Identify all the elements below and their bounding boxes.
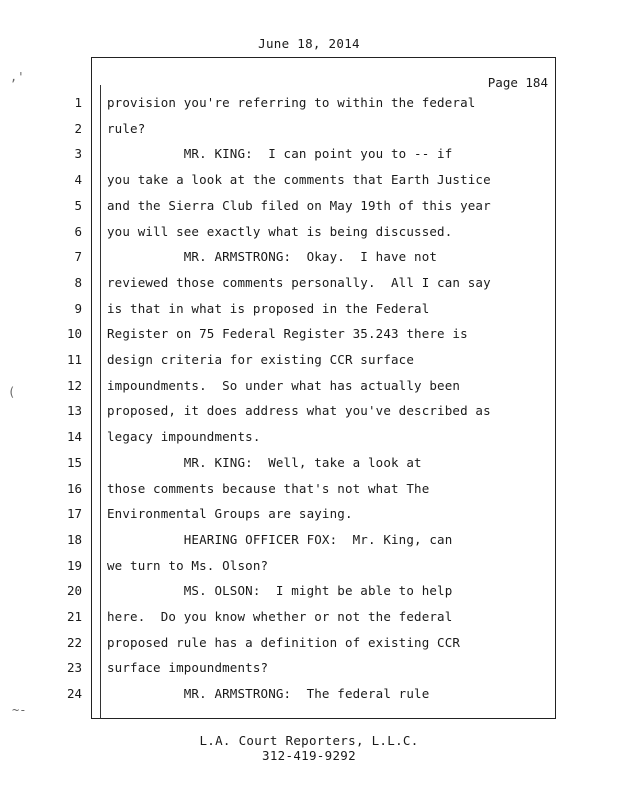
transcript-line-text: MR. ARMSTRONG: The federal rule [107,686,430,702]
transcript-line-text: design criteria for existing CCR surface [107,352,415,367]
transcript-line-text: provision you're referring to within the federal [107,95,476,110]
line-number: 9 [74,300,82,316]
transcript-line-text: MS. OLSON: I might be able to help [107,583,453,599]
line-number: 20 [66,583,82,599]
transcript-line-text: we turn to Ms. Olson? [107,557,269,573]
transcript-line-text: those comments because that's not what The [107,480,430,496]
transcript-line-text: Register on 75 Federal Register 35.243 there is [107,326,468,342]
line-number: 24 [66,686,82,702]
transcript-date: June 18, 2014 [258,36,360,51]
transcript-line-text: here. Do you know whether or not the federal [107,609,453,624]
line-number: 6 [74,223,82,239]
transcript-line-text: proposed, it does address what you've described as [107,403,491,419]
court-reporter-name: L.A. Court Reporters, L.L.C. [199,733,419,748]
line-number: 5 [74,197,82,213]
line-number: 2 [74,120,82,136]
transcript-line-text: proposed rule has a definition of existing CCR [107,634,461,650]
line-number: 22 [66,634,82,650]
transcript-line-text: Environmental Groups are saying. [107,506,353,522]
line-number: 11 [66,352,82,367]
transcript-line-text: and the Sierra Club filed on May 19th of this year [107,197,491,213]
transcript-line-text: surface impoundments? [107,660,269,676]
transcript-line-text: impoundments. So under what has actually been [107,377,461,393]
transcript-line-text: you take a look at the comments that Earth Justice [107,172,491,188]
line-number: 7 [74,249,82,265]
line-number: 16 [66,480,82,496]
line-number: 15 [66,454,82,470]
line-number: 3 [74,146,82,162]
transcript-line-text: reviewed those comments personally. All I can say [107,274,491,290]
transcript-line-text: is that in what is proposed in the Federal [107,300,430,316]
line-number: 23 [66,660,82,676]
line-number: 14 [66,429,82,445]
line-number: 18 [66,531,82,547]
scan-mark: ( [8,385,16,399]
scan-mark: ,' [10,70,25,84]
transcript-line-text: legacy impoundments. [107,429,261,445]
left-margin-rule [100,85,101,719]
transcript-line-text: MR. ARMSTRONG: Okay. I have not [107,249,438,265]
line-number: 4 [74,172,82,188]
transcript-line-text: HEARING OFFICER FOX: Mr. King, can [107,531,453,547]
transcript-line-text: MR. KING: Well, take a look at [107,454,422,470]
transcript-line-text: rule? [107,120,146,136]
line-number: 10 [66,326,82,342]
line-number: 19 [66,557,82,573]
line-number: 17 [66,506,82,522]
transcript-line-text: you will see exactly what is being discussed. [107,223,453,239]
line-number: 1 [74,95,82,110]
scan-mark: ~- [12,703,27,717]
line-number: 21 [66,609,82,624]
line-number: 13 [66,403,82,419]
transcript-line-text: MR. KING: I can point you to -- if [107,146,453,162]
page-number: Page 184 [487,75,548,90]
line-number: 8 [74,274,82,290]
line-number: 12 [66,377,82,393]
court-reporter-phone: 312-419-9292 [262,748,356,763]
